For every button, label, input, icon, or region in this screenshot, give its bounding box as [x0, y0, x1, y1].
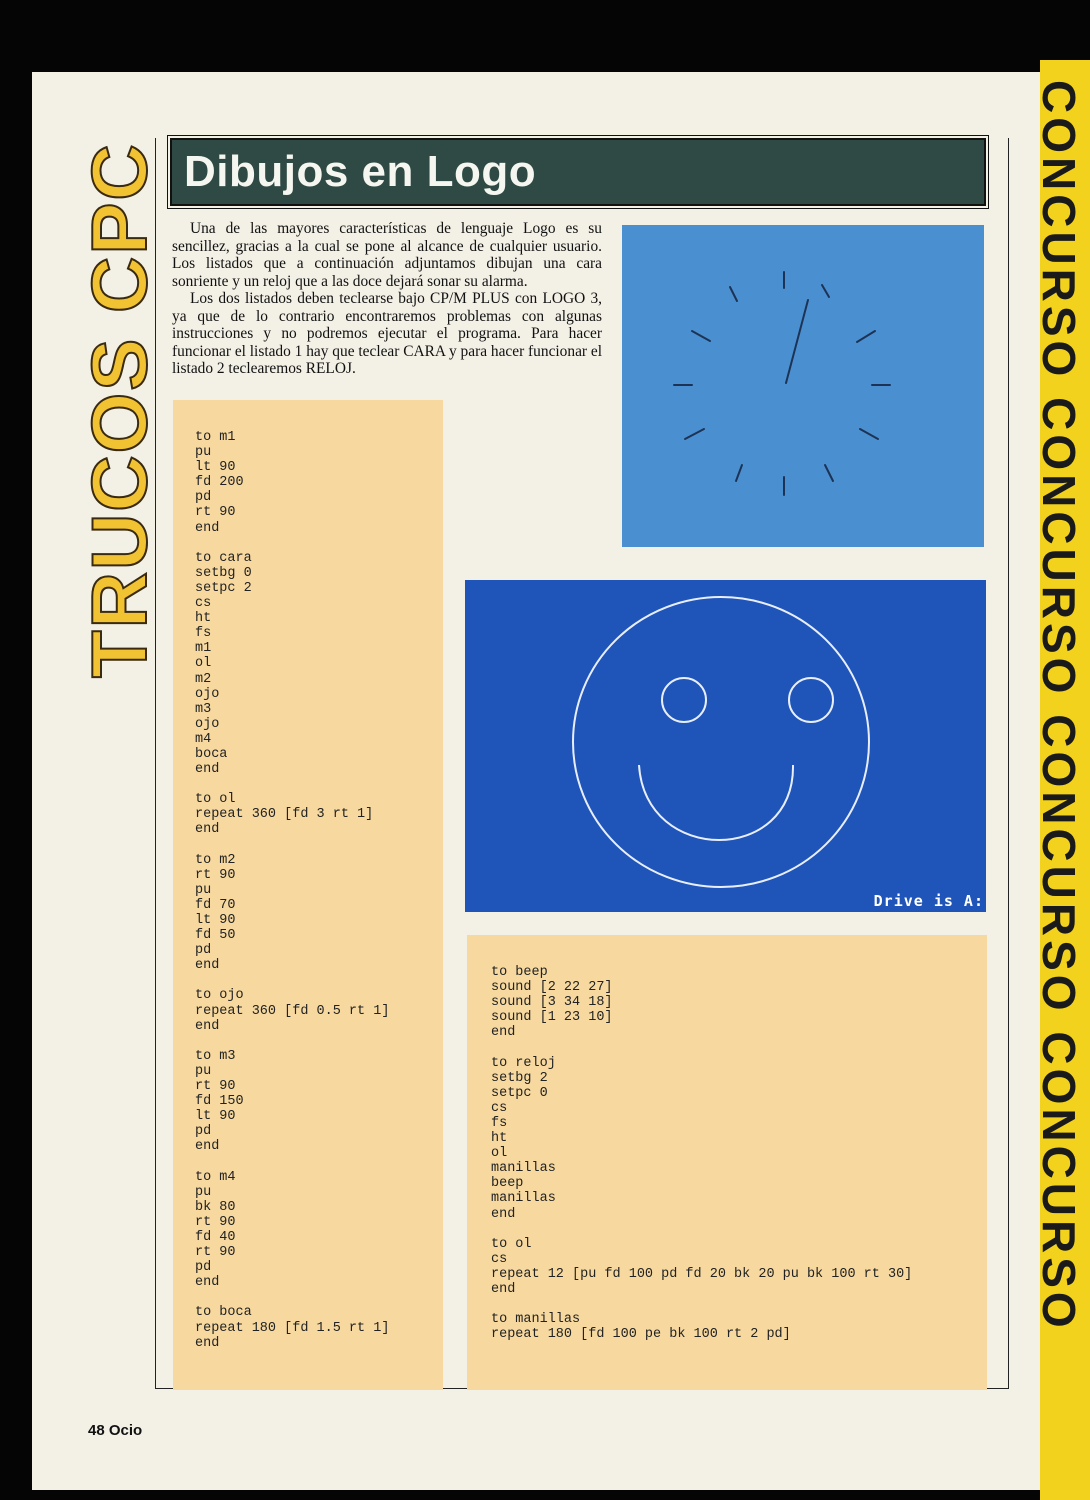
clock-hand	[786, 300, 808, 383]
face-outline	[573, 597, 869, 887]
clock-tick-8	[685, 429, 704, 439]
article-title: Dibujos en Logo	[184, 147, 537, 196]
clock-tick-7	[736, 465, 742, 481]
listing-1	[173, 400, 443, 1390]
section-title: TRUCOS CPC	[75, 142, 163, 678]
clock-tick-10	[692, 331, 710, 341]
left-eye	[662, 678, 706, 722]
clock-tick-2	[857, 331, 875, 342]
mouth	[639, 765, 793, 840]
adjacent-page-strip	[1033, 60, 1090, 1500]
clock-tick-1	[822, 285, 829, 297]
clock-tick-5	[825, 465, 833, 481]
side-strip-text: CONCURSO CONCURSO CONCURSO CONCURSO	[1033, 80, 1085, 1332]
intro-text	[172, 220, 602, 378]
smiley-drawing	[465, 580, 986, 912]
smiley-screenshot	[465, 580, 986, 912]
drive-prompt: Drive is A:	[873, 892, 984, 910]
clock-drawing	[622, 225, 984, 547]
listing-1-code: to m1 pu lt 90 fd 200 pd rt 90 end to cara setbg 0 setpc 2 cs ht fs m1 ol m2 ojo m3 ojo m4 boca end to ol repeat 360 [fd 3 rt 1] end to m2 rt 90 pu fd 70 lt 90 fd 50 pd end to ojo repeat 360 [fd 0.5 rt 1] end to m3 pu rt 90 fd 150 lt 90 pd end to m4 pu bk 80 rt 90 fd 40 rt 90 pd end to boca repeat 180 [fd 1.5 rt 1] end	[195, 430, 390, 1351]
article-title-bar	[170, 138, 986, 206]
listing-2	[467, 935, 987, 1390]
clock-tick-4	[860, 429, 878, 439]
clock-screenshot	[622, 225, 984, 547]
listing-2-code: to beep sound [2 22 27] sound [3 34 18] sound [1 23 10] end to reloj setbg 2 setpc 0 cs fs ht ol manillas beep manillas end to ol cs repeat 12 [pu fd 100 pd fd 20 bk 20 pu bk 100 rt 30] end to manillas repeat 180 [fd 100 pe bk 100 rt 2 pd]	[491, 965, 913, 1343]
intro-paragraph-2: Los dos listados deben teclearse bajo CP/M PLUS con LOGO 3, ya que de lo contrario encontraremos problemas con algunas instrucciones y no podremos ejecutar el programa. Para hacer funcionar el listado 1 hay que teclear CARA y para hacer funcionar el listado 2 teclearemos RELOJ.	[172, 290, 602, 377]
clock-tick-11	[730, 287, 737, 301]
intro-paragraph-1: Una de las mayores características de lenguaje Logo es su sencillez, gracias a la cual se pone al alcance de cualquier usuario. Los listados que a continuación adjuntamos dibujan una cara sonriente y un reloj que a las doce dejará sonar su alarma.	[172, 220, 602, 290]
right-eye	[789, 678, 833, 722]
page-number: 48 Ocio	[88, 1422, 143, 1439]
